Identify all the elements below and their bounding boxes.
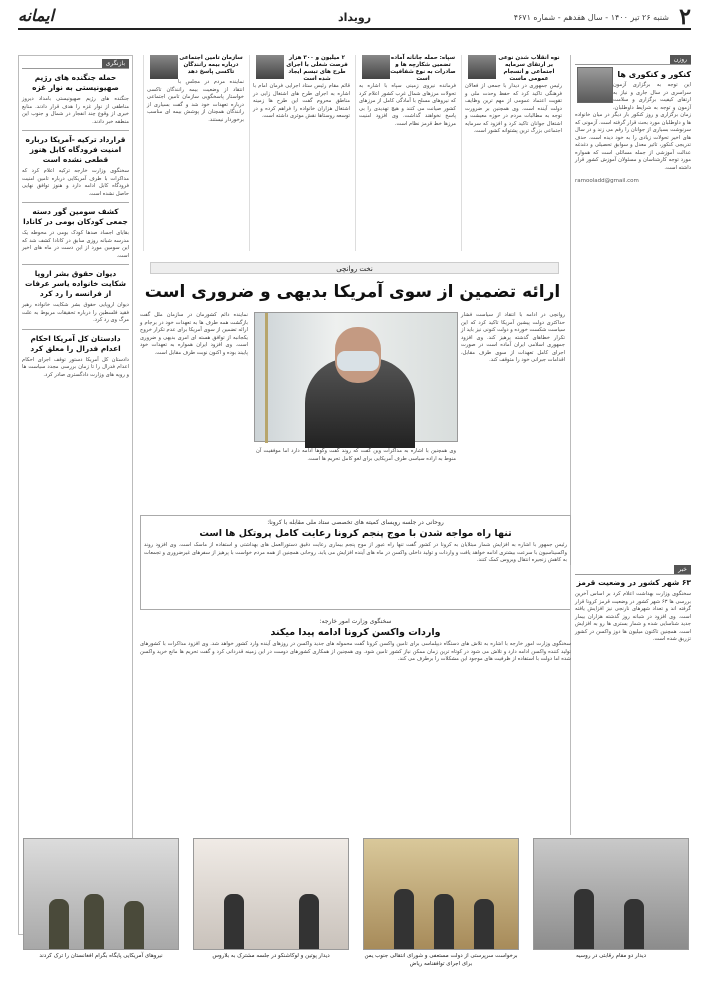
left-item-body: دادستان کل آمریکا دستور توقف اجرای احکام اعدام فدرال را تا زمان بررسی مجدد سیاست ها و رویه های وزارت دادگستری صادر کرد. — [20, 356, 129, 378]
person-figure — [434, 894, 454, 949]
photo-strip — [20, 838, 689, 980]
right-body: این توجه به برگزاری آزمون سراسری در سال جاری و نیاز به ارتقای کیفیت برگزاری و سلامت آزمون و توجه به شرایط داوطلبان، زمان برگزاری و روز کنکور بار دیگر در میان خانواده ها و داوطلبان مورد بحث قرار گرفته است. آزمونی که سرنوشت بسیاری از جوانان را رقم می زند و در سال های اخیر تحولات زیادی را به خود دیده است. حذف تدریجی کنکور، تاثیر معدل و سوابق تحصیلی و دغدغه عدالت آموزشی از جمله مسائلی است که همواره مورد توجه کارشناسان و مسئولان آموزش کشور قرار داشته است. — [573, 82, 691, 171]
article-title: واردات واکسن کرونا ادامه پیدا میکند — [270, 627, 441, 638]
article-subtitle: روحانی در جلسه رویسای کمیته های تخصصی ستاد ملی مقابله با کرونا: — [267, 519, 444, 526]
date-line: شنبه ۲۶ تیر ۱۴۰۰ - سال هفدهم - شماره ۴۶۷۱ — [513, 13, 669, 22]
news-thumbnail — [362, 55, 390, 79]
divider — [22, 264, 129, 265]
right-tagbar — [575, 55, 691, 65]
top-news-3 — [249, 55, 353, 251]
top-news-headline: سازمان تامین اجتماعی درباره بیمه رانندگان تاکسی پاسخ دهد — [179, 55, 243, 75]
photo-caption: دیدار پوتین و لوکاشنکو در جلسه مشترک به بلاروس — [212, 953, 330, 959]
news-photo — [363, 838, 519, 950]
right-tag: روزن — [670, 55, 691, 64]
news-photo — [23, 838, 179, 950]
section-title: رویداد — [337, 11, 372, 24]
top-news-body: نماینده مردم در مجلس با انتقاد از وضعیت بیمه رانندگان تاکسی خواستار پاسخگویی سازمان تامین اجتماعی درباره تعهدات خود شد و گفت بسیاری از رانندگان همچنان از پوشش بیمه ای مناسب برخوردار نیستند. — [145, 79, 244, 123]
news-thumbnail — [150, 55, 178, 79]
divider — [22, 130, 129, 131]
person-figure — [474, 899, 494, 949]
person-figure — [299, 894, 319, 949]
top-news-headline: نوه انقلاب شدن نوعی بر ارتقای سرمایه اجتماعی و انسجام عمومی ماست — [498, 55, 560, 82]
news-tagbar — [575, 565, 691, 575]
top-news-body: قائم مقام رئیس ستاد اجرایی فرمان امام با اشاره به اجرای طرح های اشتغال زایی در مناطق محروم گفت این طرح ها زمینه اشتغال هزاران خانواده را فراهم کرده و در توسعه روستاها نقش موثری داشته است. — [251, 83, 350, 119]
top-news-4 — [143, 55, 247, 251]
author-email: ramooladd@gmail.com — [575, 178, 639, 184]
main-article-title: ارائه تضمین از سوی آمریکا بدیهی و ضروری است — [144, 282, 561, 302]
news-photo — [533, 838, 689, 950]
main-article-photo — [254, 312, 458, 442]
right-headline: کنکور و کنکوری ها — [617, 70, 691, 79]
left-item-body: بقایای اجساد صدها کودک بومی در محوطه یک مدرسه شبانه روزی سابق در کانادا کشف شد که این سومین مورد از این دست در ماه های اخیر است. — [20, 230, 129, 259]
person-figure — [49, 899, 69, 949]
right-column — [570, 55, 691, 545]
main-body-right: روانچی در ادامه با انتقاد از سیاست فشار حداکثری دولت پیشین آمریکا تاکید کرد که این سیاست شکست خورده و دولت کنونی نیز باید از تکرار خطاهای گذشته پرهیز کند. وی افزود جمهوری اسلامی ایران آماده است در صورت اجرای کامل تعهدات از سوی طرف مقابل، اقدامات جبرانی خود را متوقف کند. — [459, 312, 565, 363]
left-item-body: جنگنده های رژیم صهیونیستی بامداد دیروز مناطقی از نوار غزه را هدف قرار دادند. منابع خبری از وقوع چند انفجار در شمال و جنوب این منطقه خبر دادند. — [20, 96, 129, 125]
left-item-headline: کشف سومین گور دسته جمعی کودکان بومی در کانادا — [23, 207, 128, 226]
photo-item — [533, 838, 689, 980]
mask-shape — [337, 351, 379, 371]
news-thumbnail — [468, 55, 496, 79]
left-item-body: سخنگوی وزارت خارجه ترکیه اعلام کرد که مذاکرات با طرف آمریکایی درباره تامین امنیت فرودگاه کابل ادامه دارد و هنوز توافق نهایی حاصل نشده است. — [20, 168, 129, 197]
author-photo — [577, 67, 613, 103]
person-figure — [84, 894, 104, 949]
left-item-headline: قرارداد ترکیه -آمریکا درباره امنیت فرودگاه کابل هنوز قطعی نشده است — [25, 135, 126, 164]
top-news-body: رئیس جمهوری در دیدار با جمعی از فعالان فرهنگی تاکید کرد که حفظ وحدت ملی و تقویت اعتماد عمومی از مهم ترین وظایف دولت آینده است. وی همچنین بر ضرورت توجه به مطالبات مردم در حوزه معیشت و اشتغال جوانان تاکید کرد و افزود که سرمایه اجتماعی بزرگ ترین پشتوانه کشور است. — [463, 83, 562, 134]
top-news-body: فرمانده نیروی زمینی سپاه با اشاره به تحولات مرزهای شمال غرب کشور اعلام کرد که نیروهای مسلح با آمادگی کامل از مرزهای کشور صیانت می کنند و هیچ تهدیدی را بی پاسخ نخواهند گذاشت. وی افزود امنیت مرزها خط قرمز نظام است. — [357, 83, 456, 127]
article-title: تنها راه مواجه شدن با موج پنجم کرونا رعایت کامل پروتکل ها است — [199, 528, 512, 539]
person-figure — [224, 894, 244, 949]
left-item-body: دیوان اروپایی حقوق بشر شکایت خانواده رهبر فقید فلسطین را درباره تحقیقات مربوط به علت مرگ وی رد کرد. — [20, 302, 129, 323]
red-cities-headline: ۶۳ شهر کشور در وضعیت قرمز — [576, 578, 691, 587]
main-body-mid: وی همچنین با اشاره به مذاکرات وین گفت که روند گفت وگوها ادامه دارد اما موفقیت آن منوط به اراده سیاسی طرف آمریکایی برای لغو کامل تحریم ها است. — [254, 448, 456, 462]
photo-caption: برخواست سرپرستی از دولت مستعفی و شورای انتقالی جنوب یمن برای اجرای توافقنامه ریاض — [364, 953, 518, 967]
main-article-tag: نخت روانچی — [150, 262, 559, 274]
top-news-headline: سپاه: حمله جانانه آماده تضمین شکارچه ها و صادرات به نوع شفافیت است — [390, 55, 456, 82]
news-tag: خبر — [674, 565, 691, 574]
news-thumbnail — [256, 55, 284, 79]
red-cities-column — [570, 565, 691, 835]
person-figure — [574, 889, 594, 949]
article-subtitle: سخنگوی وزارت امور خارجه: — [319, 618, 392, 625]
person-figure — [624, 899, 644, 949]
photo-item — [193, 838, 349, 980]
covid-protocol-article — [140, 515, 571, 610]
red-cities-body: سخنگوی وزارت بهداشت اعلام کرد بر اساس آخرین بررسی ها ۶۳ شهر کشور در وضعیت قرمز کرونا قرار گرفته اند و تعداد شهرهای نارنجی نیز افزایش یافته است. وی افزود در شبانه روز گذشته هزاران بیمار جدید شناسایی شده و شمار بستری ها رو به افزایش است. همچنین تاکنون میلیون ها دوز واکسن در کشور تزریق شده است. — [573, 591, 691, 642]
photo-caption: نیروهای آمریکایی پایگاه بگرام افغانستان را ترک کردند — [39, 953, 163, 959]
photo-item — [363, 838, 519, 980]
divider — [22, 202, 129, 203]
left-tagbar — [22, 59, 129, 69]
page-number: ۲ — [679, 4, 691, 30]
top-news-headline: ۲ میلیون و ۳۰۰ هزار فرصت شغلی با اجرای طرح های تبسم ایجاد شده است — [286, 55, 348, 82]
left-column — [18, 55, 133, 935]
left-item-headline: دادستان کل آمریکا احکام اعدام فدرال را معلق کرد — [30, 333, 121, 353]
left-tag: بازنگری — [102, 59, 129, 68]
photo-item — [23, 838, 179, 980]
left-item-headline: دیوان حقوق بشر اروپا شکایت خانواده یاسر عرفات از فرانسه را رد کرد — [25, 269, 126, 298]
vaccine-import-article — [140, 618, 571, 828]
article-body: رئیس جمهور با اشاره به افزایش شمار مبتلایان به کرونا در کشور گفت تنها راه عبور از موج پنجم بیماری رعایت دقیق دستورالعمل های بهداشتی و استفاده از ماسک است. وی افزود روند واکسیناسیون با سرعت بیشتری ادامه خواهد یافت و واردات و تولید داخلی واکسن در ماه های آینده افزایش می یابد. روحانی همچنین از همه مردم خواست با پرهیز از سفرهای غیرضروری و تجمعات به کاهش زنجیره انتقال ویروس کمک کنند. — [142, 542, 567, 563]
masthead — [18, 6, 691, 30]
news-photo — [193, 838, 349, 950]
flagpole-shape — [265, 313, 268, 443]
photo-caption: دیدار دو مقام رقابتی در روسیه — [575, 953, 647, 959]
newspaper-logo: ایمانه — [18, 6, 55, 25]
top-news-1 — [461, 55, 565, 251]
left-item-headline: حمله جنگنده های رژیم صهیونیستی به نوار غزه — [32, 73, 119, 92]
main-body-left: نماینده دائم کشورمان در سازمان ملل گفت بازگشت همه طرف ها به تعهدات خود در برجام و ارائه تضمین از سوی آمریکا برای عدم تکرار خروج یکجانبه از توافق هسته ای امری بدیهی و ضروری است. وی افزود ایران همواره به تعهدات خود پایبند بوده و اکنون نوبت طرف مقابل است. — [138, 312, 248, 356]
article-body: سخنگوی وزارت امور خارجه با اشاره به تلاش های دستگاه دیپلماسی برای تامین واکسن کرونا گفت محموله های جدید واکسن در روزهای آینده وارد کشور خواهد شد. وی افزود مذاکرات با کشورهای تولید کننده واکسن ادامه دارد و تلاش می شود در کوتاه ترین زمان ممکن نیاز کشور تامین شود. وی همچنین از همکاری کشورهای دوست در این زمینه قدردانی کرد و گفت تحریم ها مانع خرید واکسن شده اما دولت با استفاده از ظرفیت های موجود این مشکلات را برطرف می کند. — [138, 641, 571, 662]
person-figure — [124, 901, 144, 949]
divider — [22, 329, 129, 330]
person-figure — [394, 889, 414, 949]
top-news-2 — [355, 55, 459, 251]
